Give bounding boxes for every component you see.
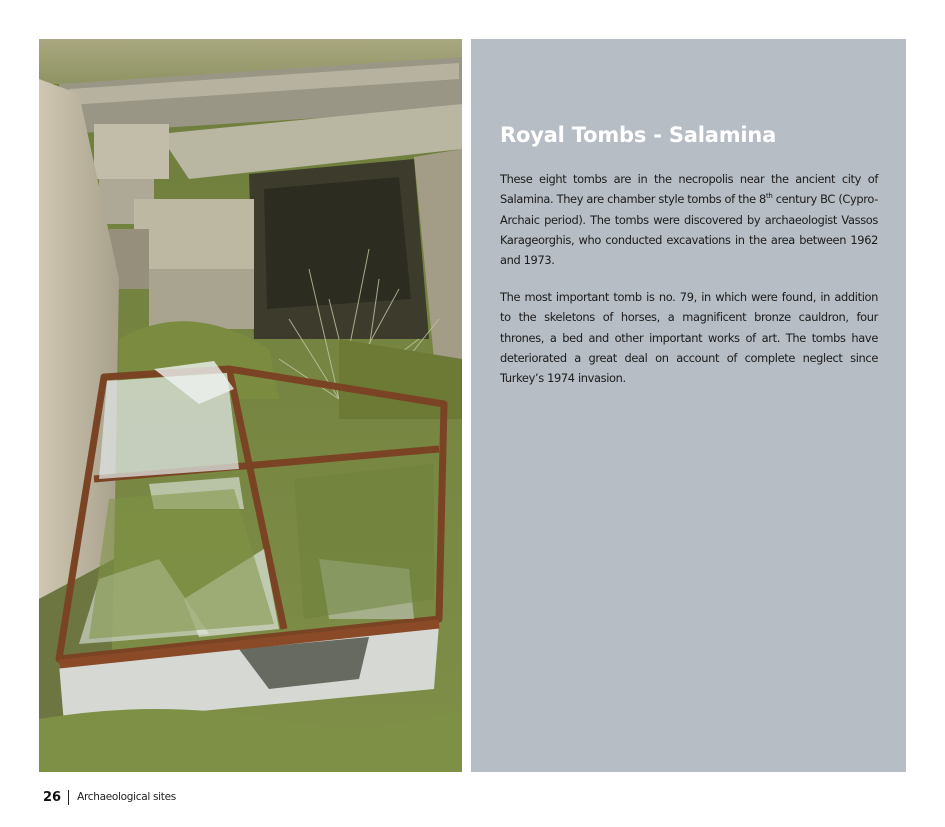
paragraph-1-text: These eight tombs are in the necropolis near the ancient city of Salamina. They are chamber style tombs of the 8 [500, 172, 878, 207]
text-panel [471, 39, 906, 772]
article-title: Royal Tombs - Salamina [500, 123, 777, 147]
tomb-illustration [39, 39, 462, 772]
page-footer [43, 788, 176, 806]
section-name: Archaeological sites [77, 791, 176, 803]
page-number: 26 [43, 789, 62, 805]
ordinal-suffix: th [765, 192, 773, 201]
footer-divider [68, 790, 69, 805]
paragraph-1-text-cont: century BC (Cypro-Archaic period). The tombs were discovered by archaeologist Vassos Karageorghis, who conducted excavations in the area between 1962 and 1973. [500, 192, 878, 268]
article-paragraph-2: The most important tomb is no. 79, in which were found, in addition to the skeletons of horses, a magnificent bronze cauldron, four thrones, a bed and other important works of art. The tombs have deteriorated a great deal on account of complete neglect since Turkey’s 1974 invasion. [500, 290, 878, 386]
tomb-photo [39, 39, 462, 772]
article-paragraph-1 [500, 169, 878, 270]
